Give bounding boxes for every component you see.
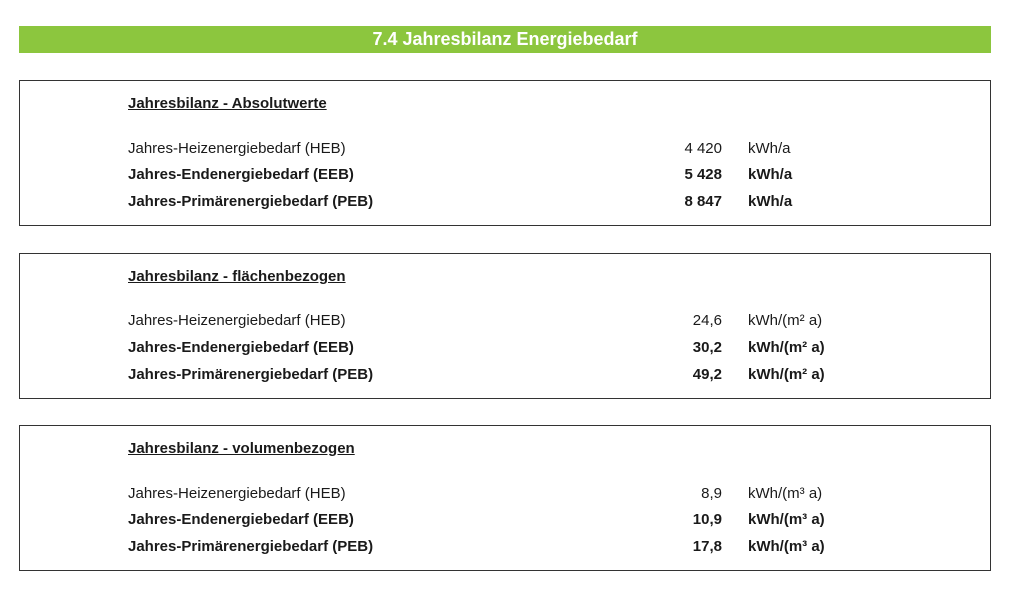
row-value: 8 847 [684,193,722,210]
row-label: Jahres-Heizenergiebedarf (HEB) [128,312,346,329]
row-unit: kWh/(m³ a) [748,485,823,502]
row-unit: kWh/a [748,193,793,210]
balance-box-volume [19,425,991,571]
row-label: Jahres-Endenergiebedarf (EEB) [128,166,354,183]
row-label: Jahres-Heizenergiebedarf (HEB) [128,140,346,157]
row-value: 4 420 [684,140,722,157]
box-title: Jahresbilanz - volumenbezogen [128,440,355,457]
row-unit: kWh/(m² a) [748,312,823,329]
row-unit: kWh/(m² a) [748,339,825,356]
row-value: 24,6 [692,312,722,329]
row-value: 5 428 [684,166,722,183]
balance-box-absolute [19,80,991,226]
row-unit: kWh/(m² a) [748,366,825,383]
row-unit: kWh/a [748,166,793,183]
row-value: 17,8 [692,538,722,555]
table-row [20,510,990,530]
row-label: Jahres-Primärenergiebedarf (PEB) [128,193,374,210]
row-unit: kWh/(m³ a) [748,511,825,528]
row-value: 8,9 [701,485,722,502]
row-value: 30,2 [692,339,722,356]
row-value: 49,2 [692,366,722,383]
table-row [20,537,990,557]
box-title: Jahresbilanz - flächenbezogen [128,268,346,285]
table-row [20,311,990,331]
row-unit: kWh/(m³ a) [748,538,825,555]
row-label: Jahres-Heizenergiebedarf (HEB) [128,485,346,502]
table-row [20,338,990,358]
section-header: 7.4 Jahresbilanz Energiebedarf [19,26,991,53]
row-label: Jahres-Endenergiebedarf (EEB) [128,339,354,356]
table-row [20,484,990,504]
row-unit: kWh/a [748,140,791,157]
row-label: Jahres-Primärenergiebedarf (PEB) [128,538,374,555]
table-row [20,165,990,185]
row-label: Jahres-Endenergiebedarf (EEB) [128,511,354,528]
table-row [20,139,990,159]
table-row [20,192,990,212]
row-label: Jahres-Primärenergiebedarf (PEB) [128,366,374,383]
box-title: Jahresbilanz - Absolutwerte [128,95,327,112]
row-value: 10,9 [692,511,722,528]
table-row [20,365,990,385]
balance-box-area [19,253,991,399]
